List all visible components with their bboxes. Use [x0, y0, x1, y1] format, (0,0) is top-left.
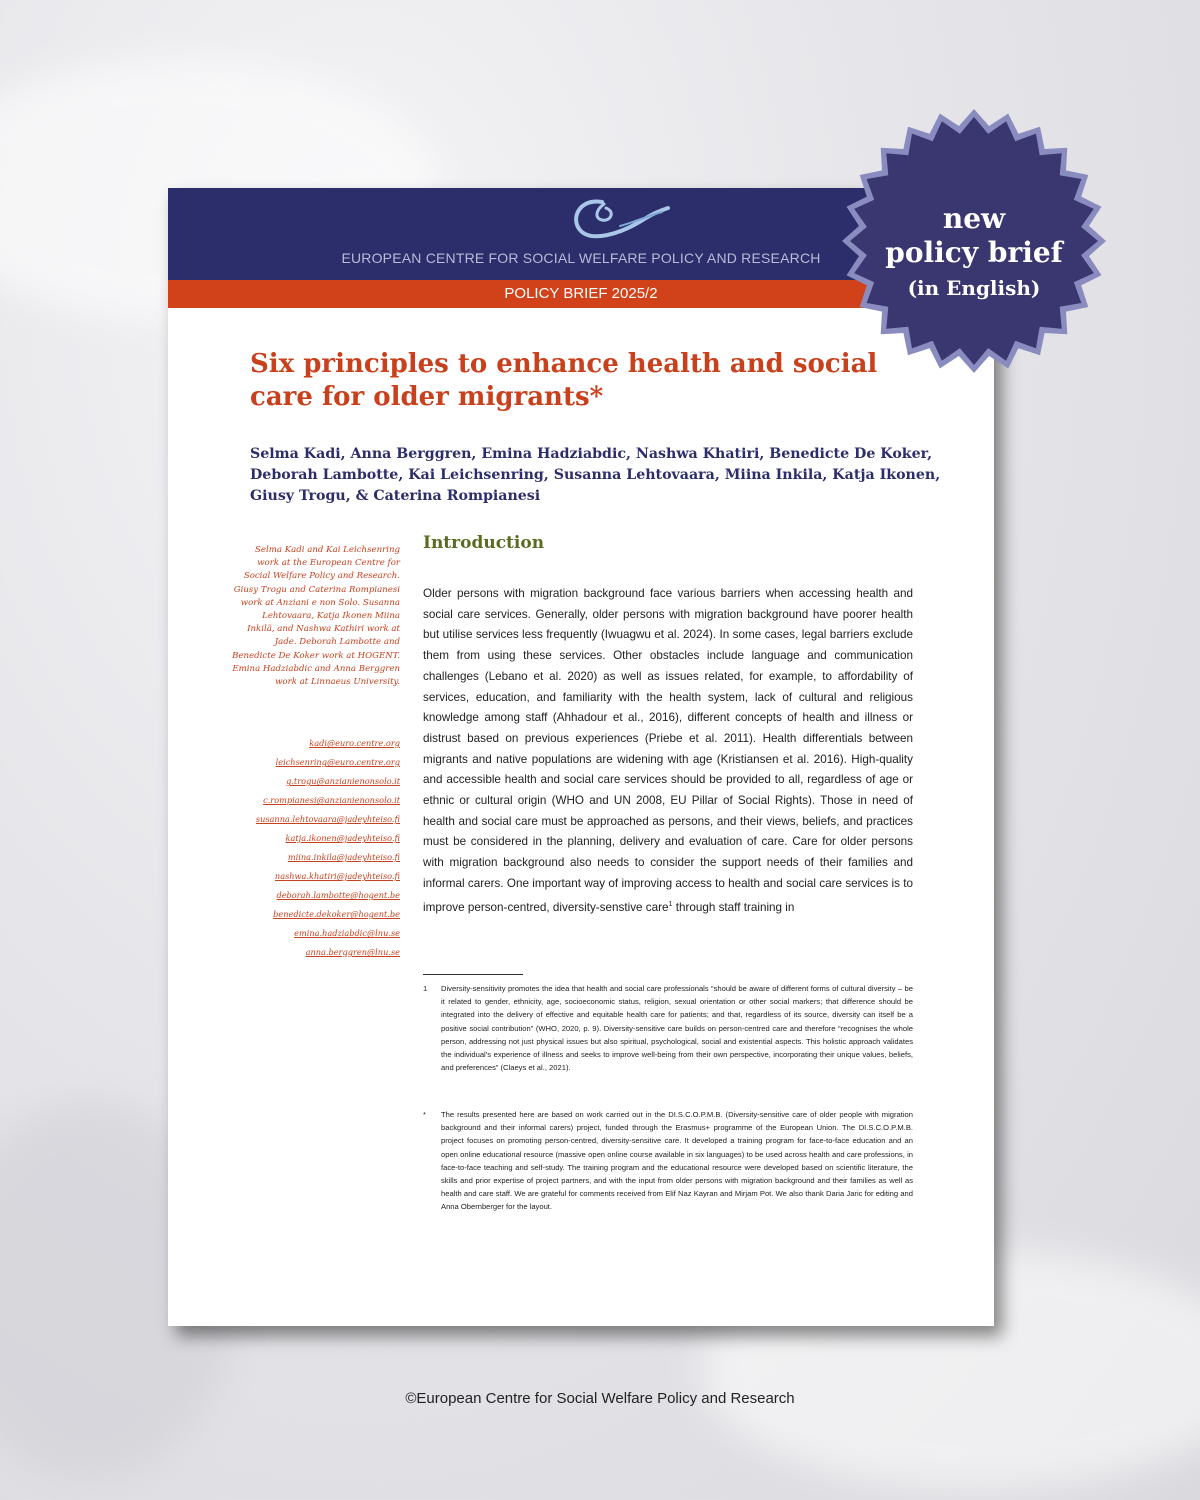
list-item: [216, 864, 400, 883]
introduction-body: [423, 584, 913, 918]
new-policy-brief-badge: [842, 106, 1106, 376]
list-item: [216, 921, 400, 940]
list-item: [216, 883, 400, 902]
footnote-marker: *: [423, 1110, 426, 1119]
email-link[interactable]: g.trogu@anzianienonsolo.it: [286, 776, 400, 786]
badge-line-new: new: [942, 202, 1006, 235]
footnote-star: [423, 1108, 913, 1214]
footnote-marker: 1: [423, 984, 428, 993]
email-link[interactable]: c.rompianesi@anzianienonsolo.it: [263, 795, 400, 805]
series-band: POLICY BRIEF 2025/2: [168, 280, 994, 308]
email-link[interactable]: deborah.lambotte@hogent.be: [276, 890, 400, 900]
email-link[interactable]: katja.ikonen@jadeyhteiso.fi: [285, 833, 400, 843]
list-item: [216, 940, 400, 959]
organization-name: EUROPEAN CENTRE FOR SOCIAL WELFARE POLICY AND RESEARCH: [341, 250, 821, 266]
introduction-text: Older persons with migration background face various barriers when accessing health and social care services. Generally, older persons with migration background have poorer health but utilise services less frequently (Iwuagwu et al. 2024). In some cases, legal barriers exclude them from using these services. Other obstacles include language and communication challenges (Lebano et al. 2020) as well as issues related, for example, to affordability of services, education, and familiarity with the health system, lack of cultural and religious knowledge among staff (Ahhadour et al., 2016), different concepts of health and illness or distrust based on previous experiences (Priebe et al. 2011). Health differentials between migrants and native populations are widening with age (Kristiansen et al. 2016). High-quality and accessible health and social care services should be provided to all, regardless of age or ethnic or cultural origin (WHO and UN 2008, EU Pillar of Social Rights). Those in need of health and social care must be approached as persons, and their views, beliefs, and practices must be considered in the planning, delivery and evaluation of care. Care for older persons with migration background also needs to consider the support needs of their families and informal carers. One important way of improving access to health and social care services is to improve person-centred, diversity-senstive care: [423, 587, 913, 914]
author-list: Selma Kadi, Anna Berggren, Emina Hadziabdic, Nashwa Khatiri, Benedicte De Koker, Deborah Lambotte, Kai Leichsenring, Susanna Lehtovaara, Miina Inkila, Katja Ikonen, Giusy Trogu, & Caterina Rompianesi: [250, 446, 941, 504]
list-item: [216, 731, 400, 750]
copyright-notice: ©European Centre for Social Welfare Policy and Research: [405, 1390, 795, 1407]
email-link[interactable]: miina.inkila@jadeyhteiso.fi: [287, 852, 400, 862]
introduction-heading: Introduction: [423, 533, 545, 553]
email-link[interactable]: leichsenring@euro.centre.org: [275, 757, 400, 767]
list-item: [216, 807, 400, 826]
author-affiliations: Selma Kadi and Kai Leichsenring work at the European Centre for Social Welfare Policy and Research. Giusy Trogu and Caterina Rompianesi work at Anziani e non Solo. Susanna Lehtovaara, Katja Ikonen Miina Inkilä, and Nashwa Kathiri work at Jade. Deborah Lambotte and Benedicte De Koker work at HOGENT. Emina Hadziabdic and Anna Berggren work at Linnaeus University.: [232, 545, 400, 688]
introduction-text-tail: through staff training in: [672, 900, 795, 914]
list-item: [216, 845, 400, 864]
footnote-1: [423, 982, 913, 1074]
email-link[interactable]: emina.hadziabdic@lnu.se: [294, 928, 400, 938]
email-link[interactable]: anna.berggren@lnu.se: [305, 947, 400, 957]
list-item: [216, 769, 400, 788]
email-list: [216, 731, 400, 959]
email-link[interactable]: nashwa.khatiri@jadeyhteiso.fi: [274, 871, 400, 881]
brief-title: Six principles to enhance health and social care for older migrants*: [250, 349, 878, 412]
footnote-divider: [423, 974, 523, 975]
badge-line-policy-brief: policy brief: [885, 236, 1063, 269]
list-item: [216, 750, 400, 769]
list-item: [216, 902, 400, 921]
badge-line-language: (in English): [907, 276, 1041, 300]
footnote-text: The results presented here are based on work carried out in the DI.S.C.O.P.M.B. (Diversity-sensitive care of older people with migration background and their informal carers) project, funded through the Erasmus+ programme of the European Union. The DI.S.C.O.P.M.B. project focuses on promoting person-centred, diversity-sensitive care. It developed a training program for face-to-face education and an open online educational resource (massive open online course available in six languages) to be used across health and care professions, in face-to-face teaching and self-study. The training program and the educational resource were developed based on scientific literature, the skills and prior expertise of project partners, and with the input from older persons with migration background and their families as well as health and care staff. We are grateful for comments received from Elif Naz Kayran and Mirjam Pot. We also thank Daria Jaric for editing and Anna Obernberger for the layout.: [441, 1110, 913, 1212]
email-link[interactable]: benedicte.dekoker@hogent.be: [273, 909, 400, 919]
list-item: [216, 826, 400, 845]
email-link[interactable]: susanna.lehtovaara@jadeyhteiso.fi: [255, 814, 400, 824]
footnote-reference: 1: [668, 900, 673, 908]
footnote-text: Diversity-sensitivity promotes the idea that health and social care professionals “should be aware of different forms of cultural diversity – be it related to gender, ethnicity, age, socioeconomic status, religion, sexual orientation or other social markers; that difference should be integrated into the delivery of effective and equitable health care for patients; and that, regardless of its source, diversity can itself be a positive social contribution” (WHO, 2020, p. 9). Diversity-sensitive care builds on person-centred care and therefore “recognises the whole person, addressing not just physical issues but also spiritual, psychological, social and existential aspects. This holistic approach validates the individual’s experience of illness and seeks to improve well-being from their own perspective, incorporating their unique values, beliefs, and preferences” (Claeys et al., 2021).: [441, 984, 913, 1073]
email-link[interactable]: kadi@euro.centre.org: [309, 738, 400, 748]
list-item: [216, 788, 400, 807]
logo-icon: [550, 192, 670, 244]
